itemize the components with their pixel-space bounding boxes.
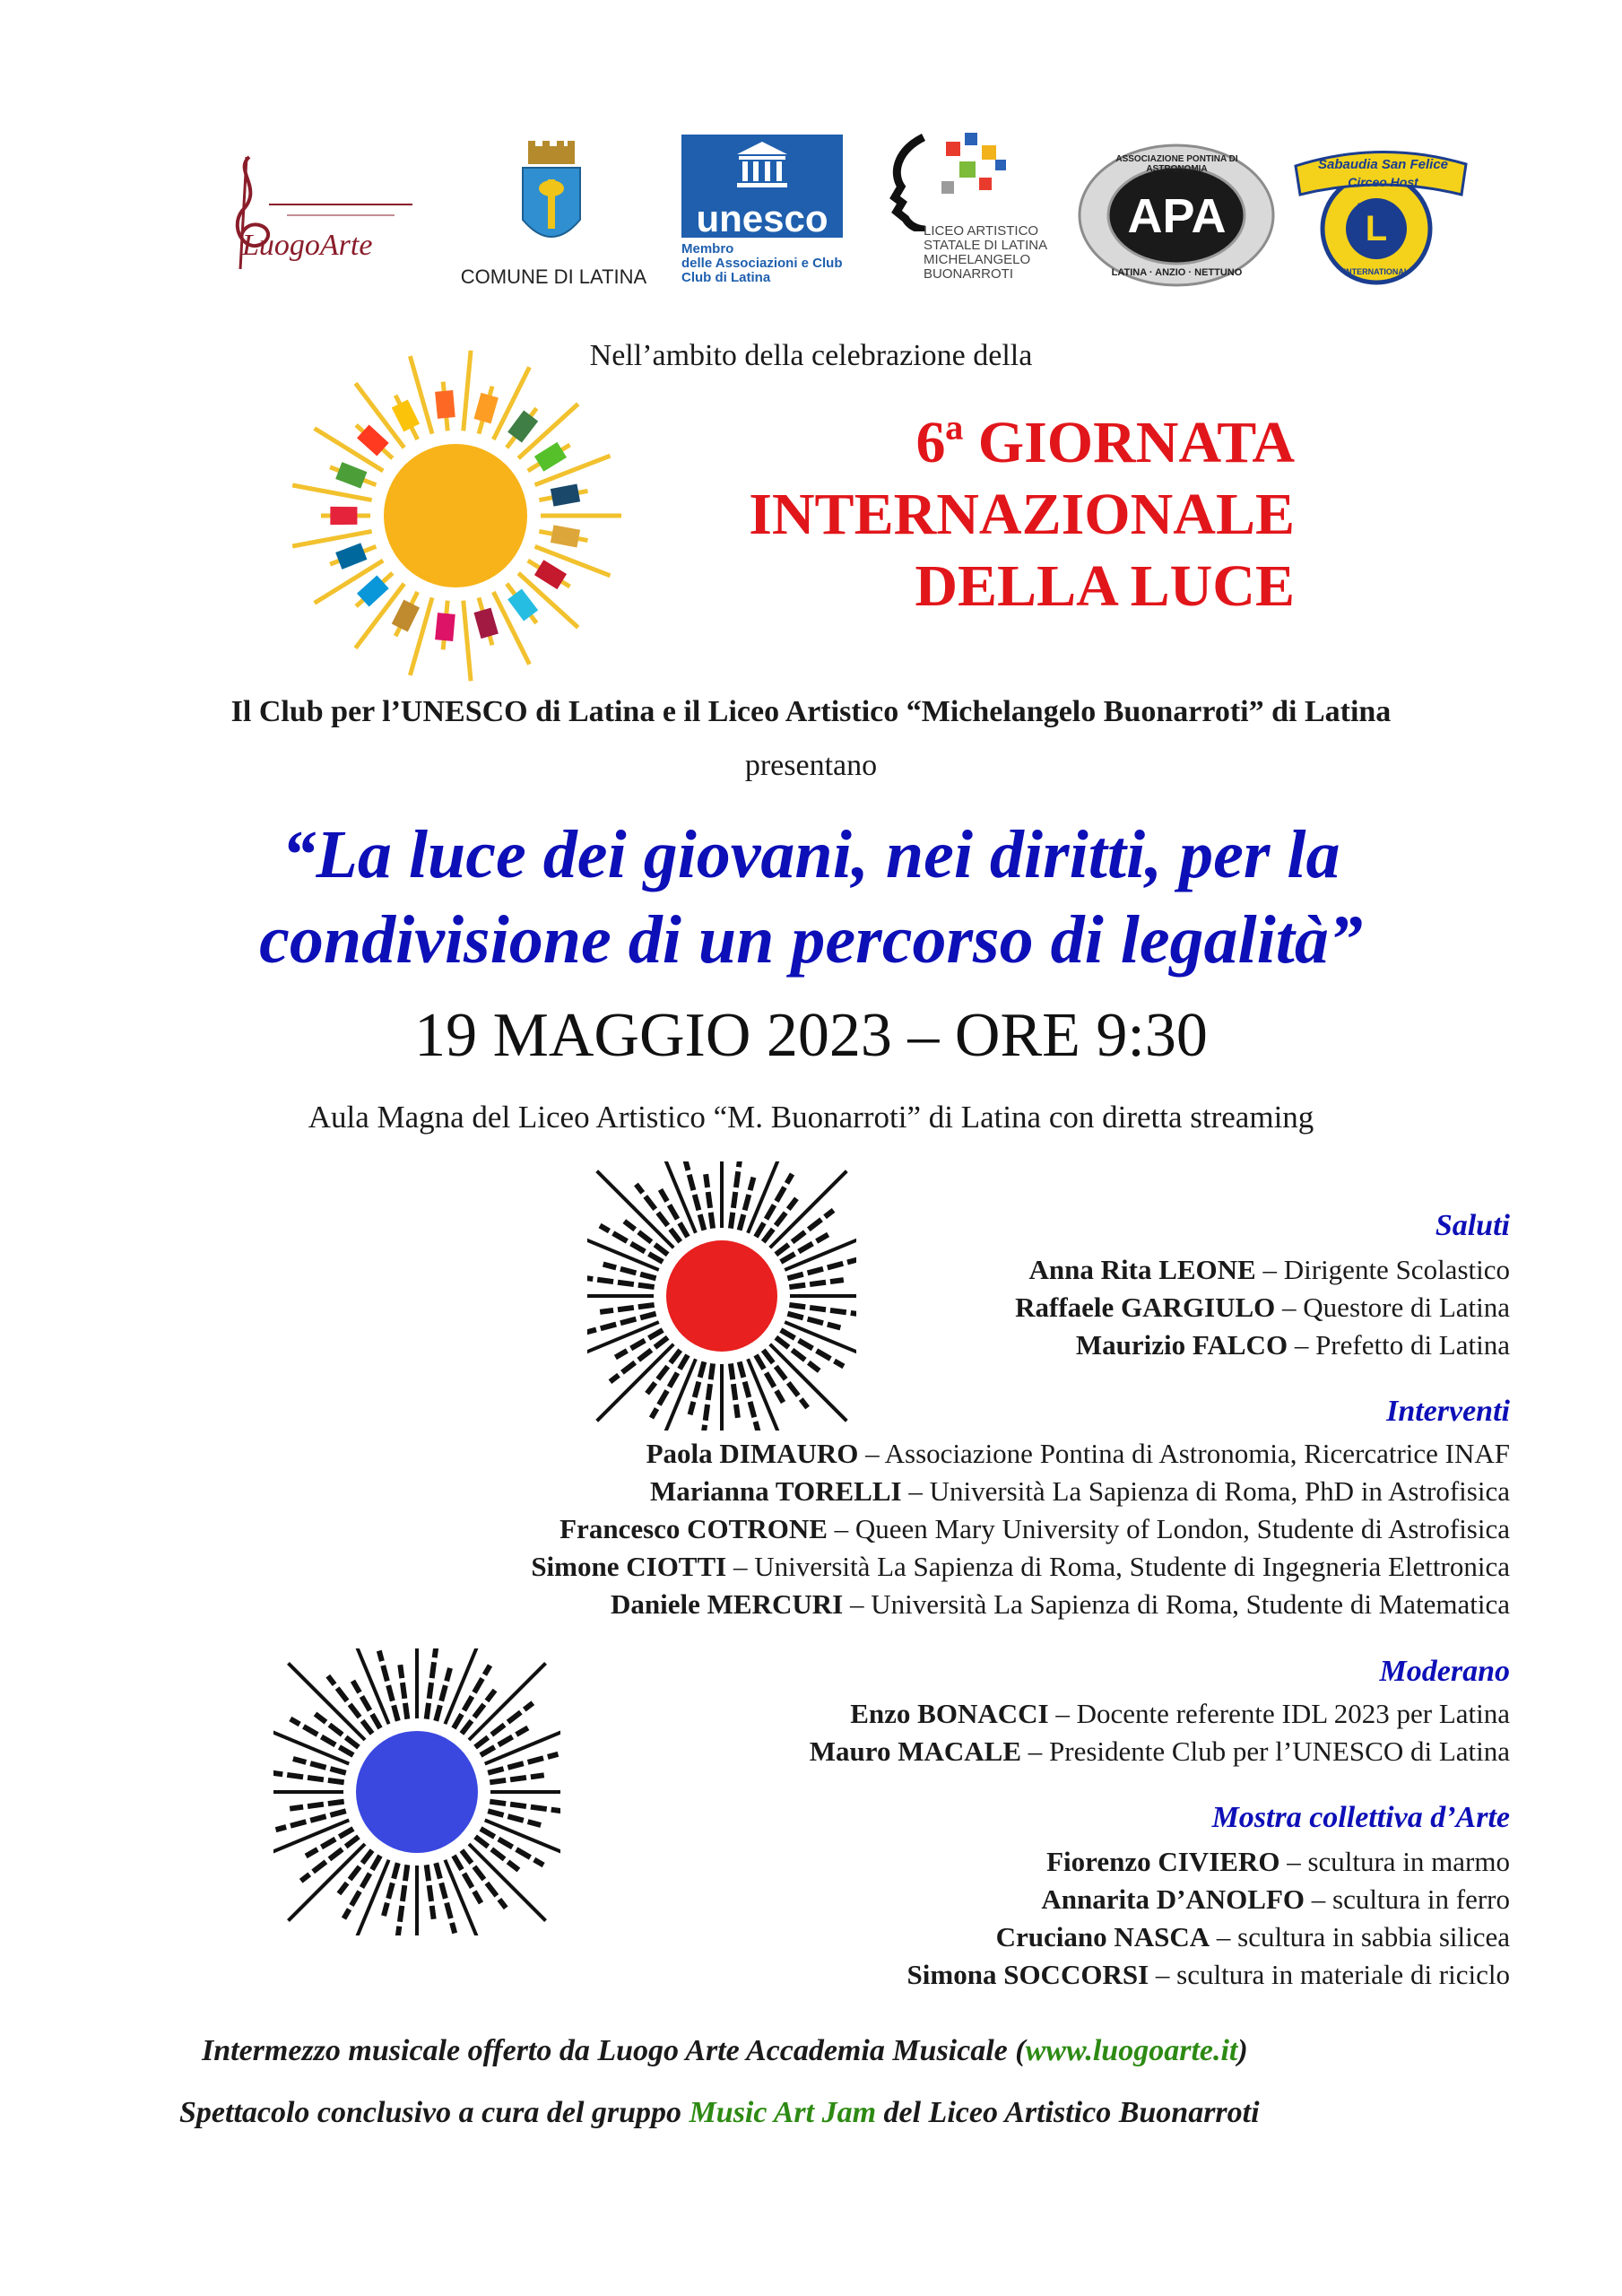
event-title-line-1: “La luce dei giovani, nei diritti, per la: [282, 817, 1340, 892]
moderano-row: [850, 1698, 1510, 1730]
footer-text: ): [1237, 2034, 1248, 2067]
person-name: Daniele MERCURI: [611, 1588, 844, 1620]
section-heading-mostra: Mostra collettiva d’Arte: [1211, 1801, 1510, 1834]
person-role: – scultura in materiale di riciclo: [1155, 1959, 1510, 1990]
section-heading-moderano: Moderano: [1379, 1655, 1510, 1688]
footer-line-2: [179, 2096, 1260, 2130]
luogo-arte-wordmark: LuogoArte: [242, 229, 373, 262]
footer-text: Intermezzo musicale offerto da Luogo Arte Accademia Musicale (: [202, 2034, 1026, 2067]
liceo-caption: LICEO ARTISTICO STATALE DI LATINA MICHELANGELO BUONARROTI: [924, 223, 1048, 282]
person-role: – scultura in marmo: [1287, 1846, 1510, 1877]
section-heading-interventi: Interventi: [1386, 1395, 1510, 1428]
mostra-row: [1046, 1846, 1510, 1878]
person-name: Raffaele GARGIULO: [1015, 1292, 1276, 1323]
saluti-row: [1076, 1329, 1510, 1361]
person-name: Simona SOCCORSI: [906, 1959, 1149, 1990]
giornata-line-3: DELLA LUCE: [915, 553, 1295, 619]
person-name: Paola DIMAURO: [646, 1438, 859, 1469]
footer-line-1: [202, 2034, 1248, 2068]
unesco-wordmark: unesco: [696, 197, 828, 239]
apa-logo: [1076, 142, 1278, 290]
lions-banner-line1: Sabaudia San Felice: [1317, 157, 1449, 172]
comune-latina-caption: COMUNE DI LATINA: [460, 265, 647, 288]
unesco-logo: [681, 135, 843, 291]
lions-ring-text: LIONS: [1357, 200, 1396, 214]
apa-ring-bottom: LATINA · ANZIO · NETTUNO: [1111, 267, 1243, 278]
interventi-row: [650, 1475, 1510, 1508]
moderano-row: [810, 1735, 1510, 1768]
person-name: Cruciano NASCA: [995, 1921, 1210, 1952]
person-name: Fiorenzo CIVIERO: [1046, 1846, 1280, 1877]
lions-bottom-text: INTERNATIONAL: [1343, 267, 1409, 276]
organizers-line: Il Club per l’UNESCO di Latina e il Liceo Artistico “Michelangelo Buonarroti” di Latina: [230, 695, 1392, 728]
person-role: – Dirigente Scolastico: [1262, 1254, 1510, 1285]
person-role: – Docente referente IDL 2023 per Latina: [1055, 1698, 1510, 1729]
lions-logo: [1291, 139, 1470, 291]
person-name: Enzo BONACCI: [850, 1698, 1049, 1729]
person-name: Francesco COTRONE: [559, 1513, 828, 1544]
unesco-membership-caption: Membro delle Associazioni e Club Club di Latina: [681, 241, 843, 285]
giornata-line-1: 6ª GIORNATA: [915, 410, 1295, 475]
unesco-temple-icon: [681, 135, 843, 197]
person-role: – Questore di Latina: [1282, 1292, 1510, 1323]
event-title-line-2: condivisione di un percorso di legalità”: [259, 902, 1363, 978]
person-name: Marianna TORELLI: [650, 1475, 902, 1507]
lions-banner-line2: Circeo Host: [1348, 175, 1418, 189]
profile-face-icon: [870, 133, 1049, 231]
footer-text: del Liceo Artistico Buonarroti: [876, 2096, 1260, 2129]
apa-ring-top: ASSOCIAZIONE PONTINA DI ASTRONOMIA: [1115, 154, 1238, 174]
person-role: – scultura in ferro: [1311, 1883, 1510, 1915]
svg-text:L: L: [1365, 209, 1388, 248]
comune-latina-crest: [516, 139, 587, 256]
person-role: – Università La Sapienza di Roma, PhD in Astrofisica: [908, 1475, 1510, 1507]
saluti-row: [1015, 1292, 1510, 1324]
person-name: Annarita D’ANOLFO: [1041, 1883, 1305, 1915]
interventi-row: [646, 1438, 1510, 1470]
person-role: – Università La Sapienza di Roma, Studente di Ingegneria Elettronica: [733, 1551, 1510, 1582]
person-role: – Presidente Club per l’UNESCO di Latina: [1028, 1735, 1510, 1767]
luogoarte-link[interactable]: www.luogoarte.it: [1025, 2034, 1238, 2067]
mostra-row: [907, 1959, 1510, 1991]
person-name: Simone CIOTTI: [531, 1551, 727, 1582]
blue-sun-icon: [273, 1648, 560, 1935]
person-role: – scultura in sabbia silicea: [1216, 1921, 1510, 1952]
mostra-row: [996, 1921, 1510, 1953]
interventi-row: [559, 1513, 1510, 1545]
luogo-arte-logo: [215, 144, 421, 278]
person-name: Anna Rita LEONE: [1028, 1254, 1256, 1285]
presentano-text: presentano: [744, 749, 878, 782]
giornata-line-2: INTERNAZIONALE: [749, 482, 1295, 547]
interventi-row: [611, 1588, 1510, 1621]
footer-text: Spettacolo conclusivo a cura del gruppo: [179, 2096, 690, 2129]
apa-center-text: APA: [1127, 189, 1227, 243]
event-date: 19 MAGGIO 2023 – ORE 9:30: [414, 1001, 1208, 1070]
person-name: Maurizio FALCO: [1075, 1329, 1288, 1361]
person-role: – Associazione Pontina di Astronomia, Ricercatrice INAF: [865, 1438, 1510, 1469]
interventi-row: [531, 1551, 1510, 1583]
venue-text: Aula Magna del Liceo Artistico “M. Buonarroti” di Latina con diretta streaming: [308, 1100, 1314, 1135]
mostra-row: [1041, 1883, 1510, 1916]
person-role: – Queen Mary University of London, Studente di Astrofisica: [834, 1513, 1510, 1544]
section-heading-saluti: Saluti: [1435, 1209, 1510, 1242]
music-art-jam-name: Music Art Jam: [689, 2096, 877, 2129]
saluti-row: [1029, 1254, 1510, 1286]
red-sun-icon: [587, 1161, 856, 1431]
intro-text: Nell’ambito della celebrazione della: [589, 339, 1033, 372]
person-role: – Università La Sapienza di Roma, Studente di Matematica: [849, 1588, 1510, 1620]
person-name: Mauro MACALE: [809, 1735, 1021, 1767]
colorful-sun-icon: [285, 345, 626, 686]
person-role: – Prefetto di Latina: [1294, 1329, 1510, 1361]
